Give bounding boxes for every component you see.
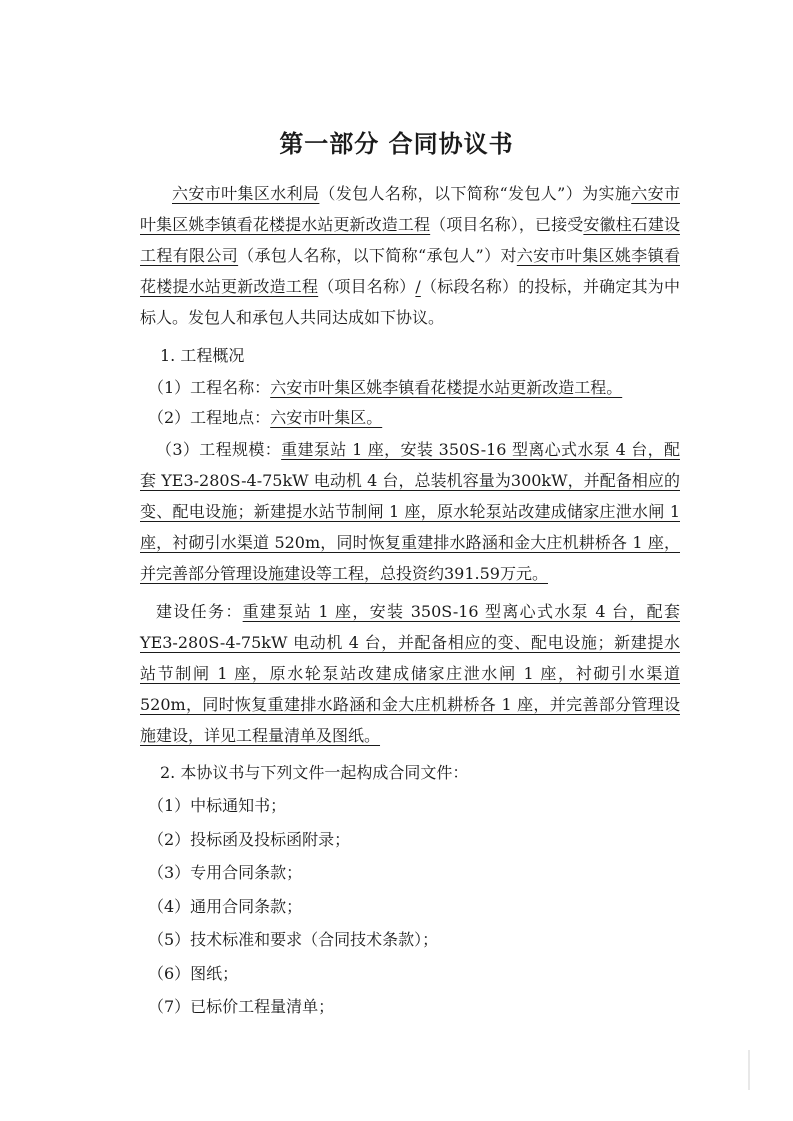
project-location-value: 六安市叶集区。: [270, 408, 383, 427]
contract-document-item: （7）已标价工程量清单；: [148, 997, 335, 1016]
contract-document-item: （2）投标函及投标函附录；: [148, 830, 351, 849]
project-name-value: 六安市叶集区姚李镇看花楼提水站更新改造工程。: [270, 378, 623, 397]
contract-document-item: （3）专用合同条款；: [148, 863, 303, 882]
construction-task-value: 重建泵站 1 座，安装 350S-16 型离心式水泵 4 台，配套 YE3-280S-4-75kW 电动机 4 台，并配备相应的变、配电设施；新建提水站节制闸 1 座，原水轮泵站改建成储家庄泄水闸 1 座，衬砌引水渠道 520m，同时恢复重建排水路涵和金大庄机耕桥各 1 座，并完善部分管理设施建设，详见工程量清单及图纸。: [140, 602, 680, 745]
intro-text: （标段名称）的投标，并确定其为中标人。发包人和承包人共同达成如下协议。: [140, 277, 680, 327]
section-name: /: [415, 277, 421, 296]
project-location-line: [148, 407, 382, 429]
section2-heading: 2. 本协议书与下列文件一起构成合同文件：: [160, 763, 469, 782]
intro-text: （项目名称），已接受: [430, 215, 584, 234]
project-name-line: [148, 377, 622, 399]
contract-document-item: （5）技术标准和要求（合同技术条款）；: [148, 930, 439, 949]
project-name-label: （1）工程名称：: [148, 378, 271, 397]
project-name-repeat: 六安市叶集区姚李镇看花楼提水站更新改造工程: [140, 246, 680, 296]
construction-task-paragraph: [140, 596, 680, 751]
project-scope-label: （3）工程规模：: [156, 440, 282, 459]
project-name: 六安市叶集区姚李镇看花楼提水站更新改造工程: [140, 184, 680, 234]
scan-artifact: [748, 1050, 750, 1090]
project-scope-value: 重建泵站 1 座，安装 350S-16 型离心式水泵 4 台，配套 YE3-280S-4-75kW 电动机 4 台，总装机容量为300kW，并配备相应的变、配电设施；新建提水站节制闸 1 座，原水轮泵站改建成储家庄泄水闸 1 座，衬砌引水渠道 520m，同时恢复重建排水路涵和金大庄机耕桥各 1 座，并完善部分管理设施建设等工程，总投资约391.59万元。: [140, 440, 680, 583]
contract-document-item: （1）中标通知书；: [148, 796, 287, 815]
intro-text: （项目名称）: [318, 277, 416, 296]
section1-heading: 1. 工程概况: [160, 346, 245, 365]
construction-task-label: 建设任务：: [156, 602, 243, 621]
document-title: 第一部分 合同协议书: [279, 129, 514, 158]
contract-document-item: （6）图纸；: [148, 964, 239, 983]
intro-text: （发包人名称，以下简称“发包人”）为实施: [319, 184, 632, 203]
project-scope-paragraph: [140, 434, 680, 589]
contract-document-item: （4）通用合同条款；: [148, 897, 303, 916]
employer-name: 六安市叶集区水利局: [172, 184, 320, 203]
intro-text: （承包人名称，以下简称“承包人”）对: [238, 246, 517, 265]
intro-paragraph: [140, 178, 680, 333]
project-location-label: （2）工程地点：: [148, 408, 271, 427]
contractor-name: 安徽柱石建设工程有限公司: [140, 215, 680, 265]
